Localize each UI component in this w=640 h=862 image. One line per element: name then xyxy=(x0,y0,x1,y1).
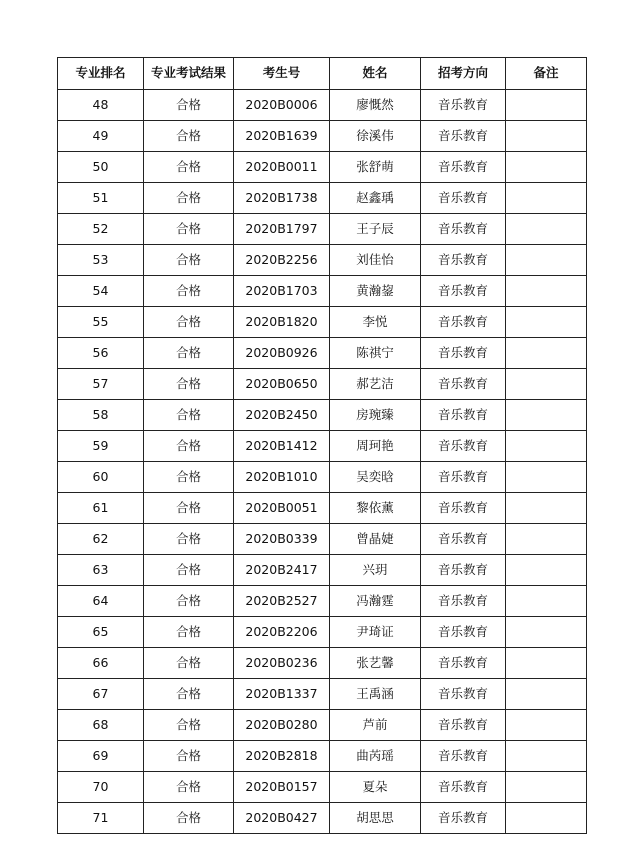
cell-exam-result: 合格 xyxy=(144,121,234,152)
cell-exam-result: 合格 xyxy=(144,400,234,431)
cell-exam-result: 合格 xyxy=(144,741,234,772)
cell-rank: 61 xyxy=(58,493,144,524)
cell-exam-result: 合格 xyxy=(144,772,234,803)
cell-exam-result: 合格 xyxy=(144,803,234,834)
cell-name: 王子辰 xyxy=(330,214,421,245)
cell-name: 夏朵 xyxy=(330,772,421,803)
cell-candidate-id: 2020B1820 xyxy=(234,307,330,338)
cell-rank: 58 xyxy=(58,400,144,431)
cell-rank: 71 xyxy=(58,803,144,834)
cell-candidate-id: 2020B1797 xyxy=(234,214,330,245)
cell-name: 曲芮瑶 xyxy=(330,741,421,772)
cell-exam-result: 合格 xyxy=(144,369,234,400)
table-row xyxy=(58,679,587,710)
table-row xyxy=(58,493,587,524)
cell-rank: 48 xyxy=(58,90,144,121)
cell-rank: 68 xyxy=(58,710,144,741)
table-row xyxy=(58,400,587,431)
cell-remarks xyxy=(506,648,587,679)
cell-remarks xyxy=(506,710,587,741)
cell-name: 李悦 xyxy=(330,307,421,338)
cell-exam-result: 合格 xyxy=(144,431,234,462)
cell-candidate-id: 2020B2256 xyxy=(234,245,330,276)
cell-candidate-id: 2020B0236 xyxy=(234,648,330,679)
cell-direction: 音乐教育 xyxy=(421,90,506,121)
cell-name: 王禹涵 xyxy=(330,679,421,710)
cell-rank: 69 xyxy=(58,741,144,772)
cell-direction: 音乐教育 xyxy=(421,524,506,555)
cell-rank: 62 xyxy=(58,524,144,555)
cell-direction: 音乐教育 xyxy=(421,431,506,462)
cell-rank: 59 xyxy=(58,431,144,462)
cell-direction: 音乐教育 xyxy=(421,741,506,772)
cell-direction: 音乐教育 xyxy=(421,555,506,586)
table-row xyxy=(58,772,587,803)
cell-candidate-id: 2020B0427 xyxy=(234,803,330,834)
cell-direction: 音乐教育 xyxy=(421,121,506,152)
cell-direction: 音乐教育 xyxy=(421,586,506,617)
cell-name: 冯瀚霆 xyxy=(330,586,421,617)
cell-direction: 音乐教育 xyxy=(421,307,506,338)
header-direction: 招考方向 xyxy=(421,58,506,90)
cell-exam-result: 合格 xyxy=(144,586,234,617)
cell-remarks xyxy=(506,183,587,214)
header-row xyxy=(58,58,587,90)
cell-candidate-id: 2020B1639 xyxy=(234,121,330,152)
cell-rank: 49 xyxy=(58,121,144,152)
table-row xyxy=(58,369,587,400)
cell-exam-result: 合格 xyxy=(144,307,234,338)
cell-remarks xyxy=(506,121,587,152)
cell-remarks xyxy=(506,431,587,462)
table-row xyxy=(58,524,587,555)
table-row xyxy=(58,183,587,214)
cell-candidate-id: 2020B0280 xyxy=(234,710,330,741)
cell-exam-result: 合格 xyxy=(144,555,234,586)
table-row xyxy=(58,648,587,679)
cell-remarks xyxy=(506,245,587,276)
cell-candidate-id: 2020B2818 xyxy=(234,741,330,772)
cell-direction: 音乐教育 xyxy=(421,617,506,648)
table-row xyxy=(58,710,587,741)
cell-name: 尹琦证 xyxy=(330,617,421,648)
cell-rank: 50 xyxy=(58,152,144,183)
cell-rank: 70 xyxy=(58,772,144,803)
cell-direction: 音乐教育 xyxy=(421,183,506,214)
cell-remarks xyxy=(506,493,587,524)
cell-candidate-id: 2020B1703 xyxy=(234,276,330,307)
cell-exam-result: 合格 xyxy=(144,90,234,121)
cell-remarks xyxy=(506,369,587,400)
cell-remarks xyxy=(506,617,587,648)
cell-direction: 音乐教育 xyxy=(421,803,506,834)
table-row xyxy=(58,276,587,307)
cell-remarks xyxy=(506,555,587,586)
cell-rank: 64 xyxy=(58,586,144,617)
cell-rank: 51 xyxy=(58,183,144,214)
cell-name: 刘佳怡 xyxy=(330,245,421,276)
cell-rank: 65 xyxy=(58,617,144,648)
table-body xyxy=(58,90,587,834)
cell-exam-result: 合格 xyxy=(144,245,234,276)
cell-candidate-id: 2020B0157 xyxy=(234,772,330,803)
cell-remarks xyxy=(506,90,587,121)
cell-exam-result: 合格 xyxy=(144,617,234,648)
cell-rank: 66 xyxy=(58,648,144,679)
cell-name: 兴玥 xyxy=(330,555,421,586)
cell-candidate-id: 2020B1738 xyxy=(234,183,330,214)
cell-rank: 56 xyxy=(58,338,144,369)
table-row xyxy=(58,338,587,369)
cell-name: 吴奕晗 xyxy=(330,462,421,493)
cell-exam-result: 合格 xyxy=(144,648,234,679)
cell-direction: 音乐教育 xyxy=(421,679,506,710)
cell-name: 黎依薰 xyxy=(330,493,421,524)
cell-rank: 55 xyxy=(58,307,144,338)
cell-exam-result: 合格 xyxy=(144,214,234,245)
cell-candidate-id: 2020B1412 xyxy=(234,431,330,462)
table-row xyxy=(58,617,587,648)
cell-direction: 音乐教育 xyxy=(421,338,506,369)
table-header xyxy=(58,58,587,90)
cell-remarks xyxy=(506,307,587,338)
table-row xyxy=(58,462,587,493)
cell-candidate-id: 2020B2417 xyxy=(234,555,330,586)
cell-candidate-id: 2020B0926 xyxy=(234,338,330,369)
table-row xyxy=(58,555,587,586)
cell-direction: 音乐教育 xyxy=(421,648,506,679)
cell-remarks xyxy=(506,586,587,617)
cell-direction: 音乐教育 xyxy=(421,245,506,276)
cell-name: 郝艺洁 xyxy=(330,369,421,400)
cell-name: 曾晶婕 xyxy=(330,524,421,555)
header-candidate-id: 考生号 xyxy=(234,58,330,90)
results-table xyxy=(57,57,587,834)
header-remarks: 备注 xyxy=(506,58,587,90)
header-rank: 专业排名 xyxy=(58,58,144,90)
header-exam-result: 专业考试结果 xyxy=(144,58,234,90)
cell-remarks xyxy=(506,338,587,369)
cell-remarks xyxy=(506,772,587,803)
table-row xyxy=(58,586,587,617)
cell-candidate-id: 2020B2206 xyxy=(234,617,330,648)
cell-remarks xyxy=(506,152,587,183)
table-row xyxy=(58,245,587,276)
cell-remarks xyxy=(506,214,587,245)
table-row xyxy=(58,307,587,338)
cell-candidate-id: 2020B2527 xyxy=(234,586,330,617)
cell-exam-result: 合格 xyxy=(144,679,234,710)
cell-name: 赵鑫瑀 xyxy=(330,183,421,214)
header-name: 姓名 xyxy=(330,58,421,90)
cell-direction: 音乐教育 xyxy=(421,276,506,307)
table-row xyxy=(58,741,587,772)
cell-remarks xyxy=(506,803,587,834)
cell-name: 胡思思 xyxy=(330,803,421,834)
cell-direction: 音乐教育 xyxy=(421,462,506,493)
table-row xyxy=(58,431,587,462)
cell-remarks xyxy=(506,679,587,710)
cell-candidate-id: 2020B1337 xyxy=(234,679,330,710)
cell-rank: 54 xyxy=(58,276,144,307)
cell-candidate-id: 2020B2450 xyxy=(234,400,330,431)
table-row xyxy=(58,214,587,245)
cell-direction: 音乐教育 xyxy=(421,369,506,400)
cell-exam-result: 合格 xyxy=(144,524,234,555)
cell-direction: 音乐教育 xyxy=(421,493,506,524)
cell-exam-result: 合格 xyxy=(144,710,234,741)
cell-exam-result: 合格 xyxy=(144,493,234,524)
cell-candidate-id: 2020B0650 xyxy=(234,369,330,400)
cell-name: 黄瀚鋆 xyxy=(330,276,421,307)
cell-name: 张艺馨 xyxy=(330,648,421,679)
cell-rank: 60 xyxy=(58,462,144,493)
table-row xyxy=(58,90,587,121)
cell-direction: 音乐教育 xyxy=(421,772,506,803)
cell-remarks xyxy=(506,462,587,493)
cell-rank: 63 xyxy=(58,555,144,586)
cell-direction: 音乐教育 xyxy=(421,152,506,183)
cell-name: 芦前 xyxy=(330,710,421,741)
cell-candidate-id: 2020B1010 xyxy=(234,462,330,493)
cell-name: 徐溪伟 xyxy=(330,121,421,152)
cell-exam-result: 合格 xyxy=(144,462,234,493)
cell-candidate-id: 2020B0011 xyxy=(234,152,330,183)
cell-direction: 音乐教育 xyxy=(421,400,506,431)
cell-candidate-id: 2020B0051 xyxy=(234,493,330,524)
cell-name: 房琬臻 xyxy=(330,400,421,431)
cell-rank: 52 xyxy=(58,214,144,245)
cell-candidate-id: 2020B0006 xyxy=(234,90,330,121)
cell-remarks xyxy=(506,741,587,772)
cell-name: 廖慨然 xyxy=(330,90,421,121)
cell-exam-result: 合格 xyxy=(144,338,234,369)
cell-direction: 音乐教育 xyxy=(421,710,506,741)
cell-exam-result: 合格 xyxy=(144,152,234,183)
cell-rank: 57 xyxy=(58,369,144,400)
cell-name: 陈祺宁 xyxy=(330,338,421,369)
cell-rank: 67 xyxy=(58,679,144,710)
cell-name: 周珂艳 xyxy=(330,431,421,462)
cell-candidate-id: 2020B0339 xyxy=(234,524,330,555)
cell-remarks xyxy=(506,400,587,431)
cell-exam-result: 合格 xyxy=(144,183,234,214)
cell-remarks xyxy=(506,524,587,555)
cell-direction: 音乐教育 xyxy=(421,214,506,245)
cell-remarks xyxy=(506,276,587,307)
table-row xyxy=(58,121,587,152)
cell-rank: 53 xyxy=(58,245,144,276)
cell-name: 张舒萌 xyxy=(330,152,421,183)
cell-exam-result: 合格 xyxy=(144,276,234,307)
table-row xyxy=(58,803,587,834)
table-row xyxy=(58,152,587,183)
